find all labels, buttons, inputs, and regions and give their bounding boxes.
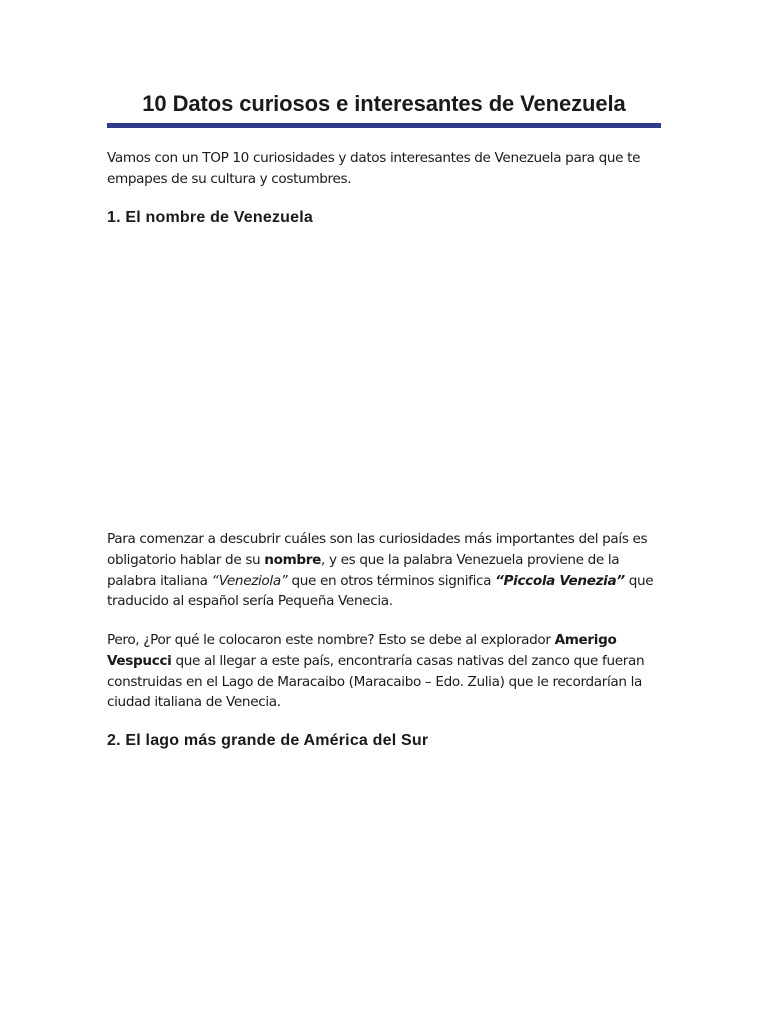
p1-text-d: que traducido al español sería Pequeña Venecia. — [107, 572, 654, 610]
p2-text-a: Pero, ¿Por qué le colocaron este nombre? Esto se debe al explorador — [107, 632, 555, 648]
title-underline-rule — [107, 123, 661, 128]
p1-italic-veneziola: “Veneziola” — [211, 572, 288, 589]
p1-text-b: , y es que la palabra Venezuela proviene de la palabra italiana — [107, 551, 620, 589]
section-2-image-placeholder — [107, 760, 661, 1010]
section-1-heading: 1. El nombre de Venezuela — [107, 209, 313, 226]
section-1-paragraph-2 — [107, 630, 667, 713]
p1-bold-nombre: nombre — [264, 551, 322, 568]
p2-bold-amerigo-vespucci: Amerigo Vespucci — [107, 632, 617, 669]
section-1-paragraph-1 — [107, 529, 667, 612]
p1-text-a: Para comenzar a descubrir cuáles son las curiosidades más importantes del país es obligatorio hablar de su — [107, 531, 648, 568]
section-2-heading: 2. El lago más grande de América del Sur — [107, 732, 429, 749]
intro-paragraph: Vamos con un TOP 10 curiosidades y datos interesantes de Venezuela para que te empapes de su cultura y costumbres. — [107, 150, 641, 187]
p1-text-c: que en otros términos significa — [287, 572, 496, 589]
p1-bolditalic-piccola-venezia: “Piccola Venezia” — [495, 572, 625, 589]
p2-text-b: que al llegar a este país, encontraría casas nativas del zanco que fueran construidas en el Lago de Maracaibo (Maracaibo – Edo. Zulia) que le recordarían la ciudad italiana de Venecia. — [107, 652, 645, 711]
page-title: 10 Datos curiosos e interesantes de Venezuela — [142, 91, 626, 116]
section-1-image-placeholder — [107, 235, 661, 525]
